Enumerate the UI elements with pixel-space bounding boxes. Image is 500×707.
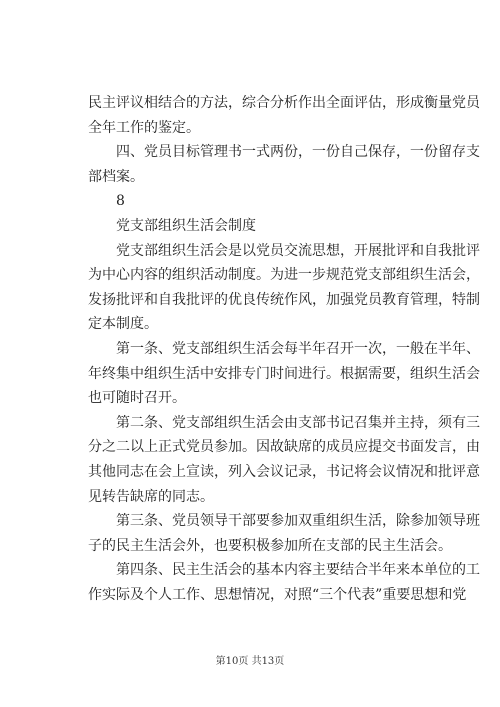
body-line: 其他同志在会上宣读，列入会议记录，书记将会议情况和批评意 — [88, 463, 480, 480]
body-line: 民主评议相结合的方法，综合分析作出全面评估，形成衡量党员 — [88, 95, 480, 111]
body-line: 全年工作的鉴定。 — [88, 119, 200, 136]
body-line: 部档案。 — [88, 168, 144, 185]
body-line: 第一条、党支部组织生活会每半年召开一次，一般在半年、 — [116, 340, 480, 357]
section-number: 8 — [116, 193, 125, 210]
body-line: 第二条、党支部组织生活会由支部书记召集并主持，须有三 — [116, 414, 480, 431]
section-title: 党支部组织生活会制度 — [116, 217, 256, 234]
body-line: 作实际及个人工作、思想情况，对照“三个代表”重要思想和党 — [88, 586, 467, 603]
body-line: 也可随时召开。 — [88, 390, 186, 407]
body-line: 发扬批评和自我批评的优良传统作风，加强党员教育管理，特制 — [88, 291, 480, 308]
body-line: 年终集中组织生活中安排专门时间进行。根据需要，组织生活会 — [88, 365, 480, 382]
body-line: 为中心内容的组织活动制度。为进一步规范党支部组织生活会， — [88, 267, 480, 284]
body-line: 定本制度。 — [88, 316, 158, 333]
body-line: 党支部组织生活会是以党员交流思想，开展批评和自我批评 — [116, 242, 480, 259]
body-line: 子的民主生活会外，也要积极参加所在支部的民主生活会。 — [88, 537, 452, 554]
body-line: 第四条、民主生活会的基本内容主要结合半年来本单位的工 — [116, 562, 480, 579]
page-footer: 第10页 共13页 — [215, 656, 285, 667]
body-line: 分之二以上正式党员参加。因故缺席的成员应提交书面发言，由 — [88, 439, 480, 456]
body-line: 见转告缺席的同志。 — [88, 488, 214, 505]
body-line: 第三条、党员领导干部要参加双重组织生活，除参加领导班 — [116, 513, 480, 530]
document-body — [88, 91, 480, 607]
body-line: 四、党员目标管理书一式两份，一份自己保存，一份留存支 — [116, 144, 480, 161]
